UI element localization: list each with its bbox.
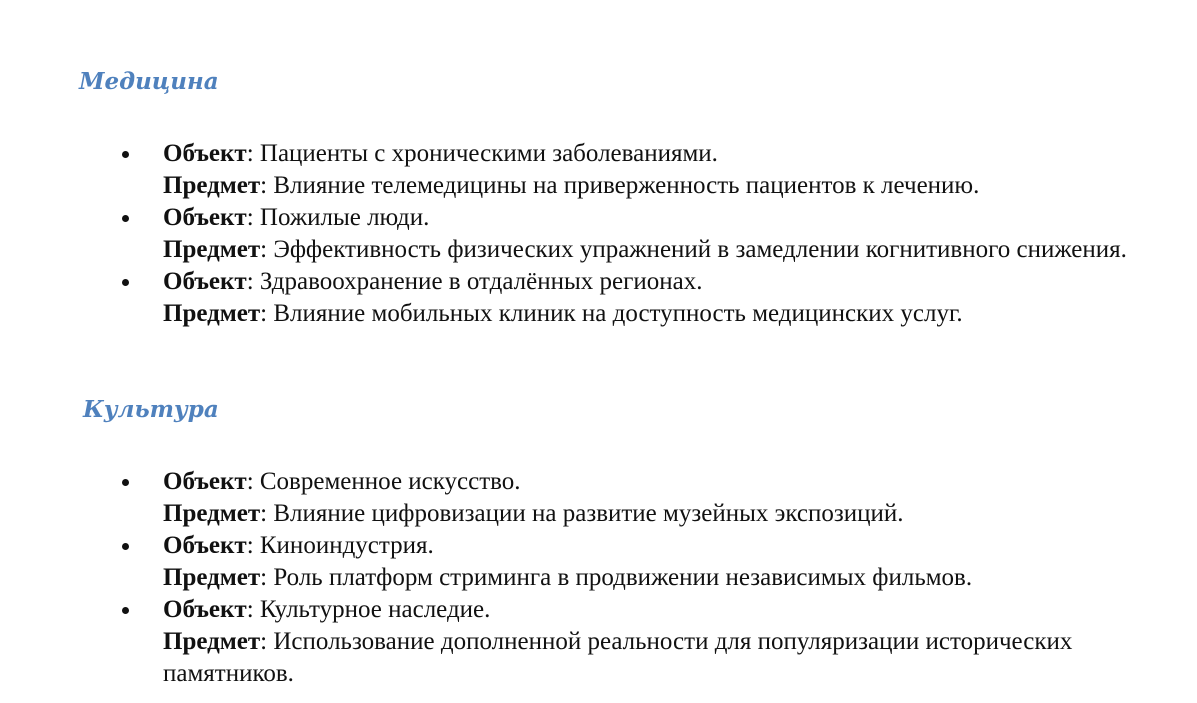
object-label: Объект	[163, 204, 247, 231]
section-heading-medicine: Медицина	[79, 68, 219, 95]
subject-line	[163, 234, 1153, 266]
object-text: : Киноиндустрия.	[246, 532, 434, 559]
object-text: : Пациенты с хроническими заболеваниями.	[246, 140, 718, 167]
subject-text: : Влияние цифровизации на развитие музейных экспозиций.	[260, 500, 904, 527]
subject-label: Предмет	[163, 564, 261, 591]
medicine-list	[163, 138, 1153, 330]
subject-line	[163, 170, 1153, 202]
subject-line	[163, 626, 1153, 690]
subject-line	[163, 498, 1153, 530]
subject-text: : Роль платформ стриминга в продвижении независимых фильмов.	[260, 564, 973, 591]
object-line	[163, 138, 1153, 170]
subject-line	[163, 298, 1153, 330]
section-heading-culture: Культура	[83, 396, 219, 423]
object-text: : Здравоохранение в отдалённых регионах.	[246, 268, 703, 295]
object-label: Объект	[163, 140, 247, 167]
list-item	[163, 530, 1153, 594]
list-item	[163, 466, 1153, 530]
object-label: Объект	[163, 532, 247, 559]
subject-text: : Эффективность физических упражнений в замедлении когнитивного снижения.	[260, 236, 1127, 263]
list-item	[163, 138, 1153, 202]
subject-line	[163, 562, 1153, 594]
list-item	[163, 266, 1153, 330]
subject-label: Предмет	[163, 300, 261, 327]
object-label: Объект	[163, 468, 247, 495]
object-text: : Современное искусство.	[246, 468, 521, 495]
list-item	[163, 594, 1153, 690]
list-item	[163, 202, 1153, 266]
subject-label: Предмет	[163, 500, 261, 527]
object-text: : Культурное наследие.	[246, 596, 491, 623]
object-line	[163, 466, 1153, 498]
subject-label: Предмет	[163, 628, 261, 655]
object-line	[163, 266, 1153, 298]
subject-text: : Влияние телемедицины на приверженность пациентов к лечению.	[260, 172, 980, 199]
object-line	[163, 594, 1153, 626]
subject-label: Предмет	[163, 172, 261, 199]
object-line	[163, 530, 1153, 562]
subject-text: : Влияние мобильных клиник на доступность медицинских услуг.	[260, 300, 963, 327]
object-label: Объект	[163, 268, 247, 295]
subject-text: : Использование дополненной реальности для популяризации исторических памятников.	[163, 628, 1073, 687]
subject-label: Предмет	[163, 236, 261, 263]
object-label: Объект	[163, 596, 247, 623]
culture-list	[163, 466, 1153, 690]
object-text: : Пожилые люди.	[246, 204, 430, 231]
object-line	[163, 202, 1153, 234]
